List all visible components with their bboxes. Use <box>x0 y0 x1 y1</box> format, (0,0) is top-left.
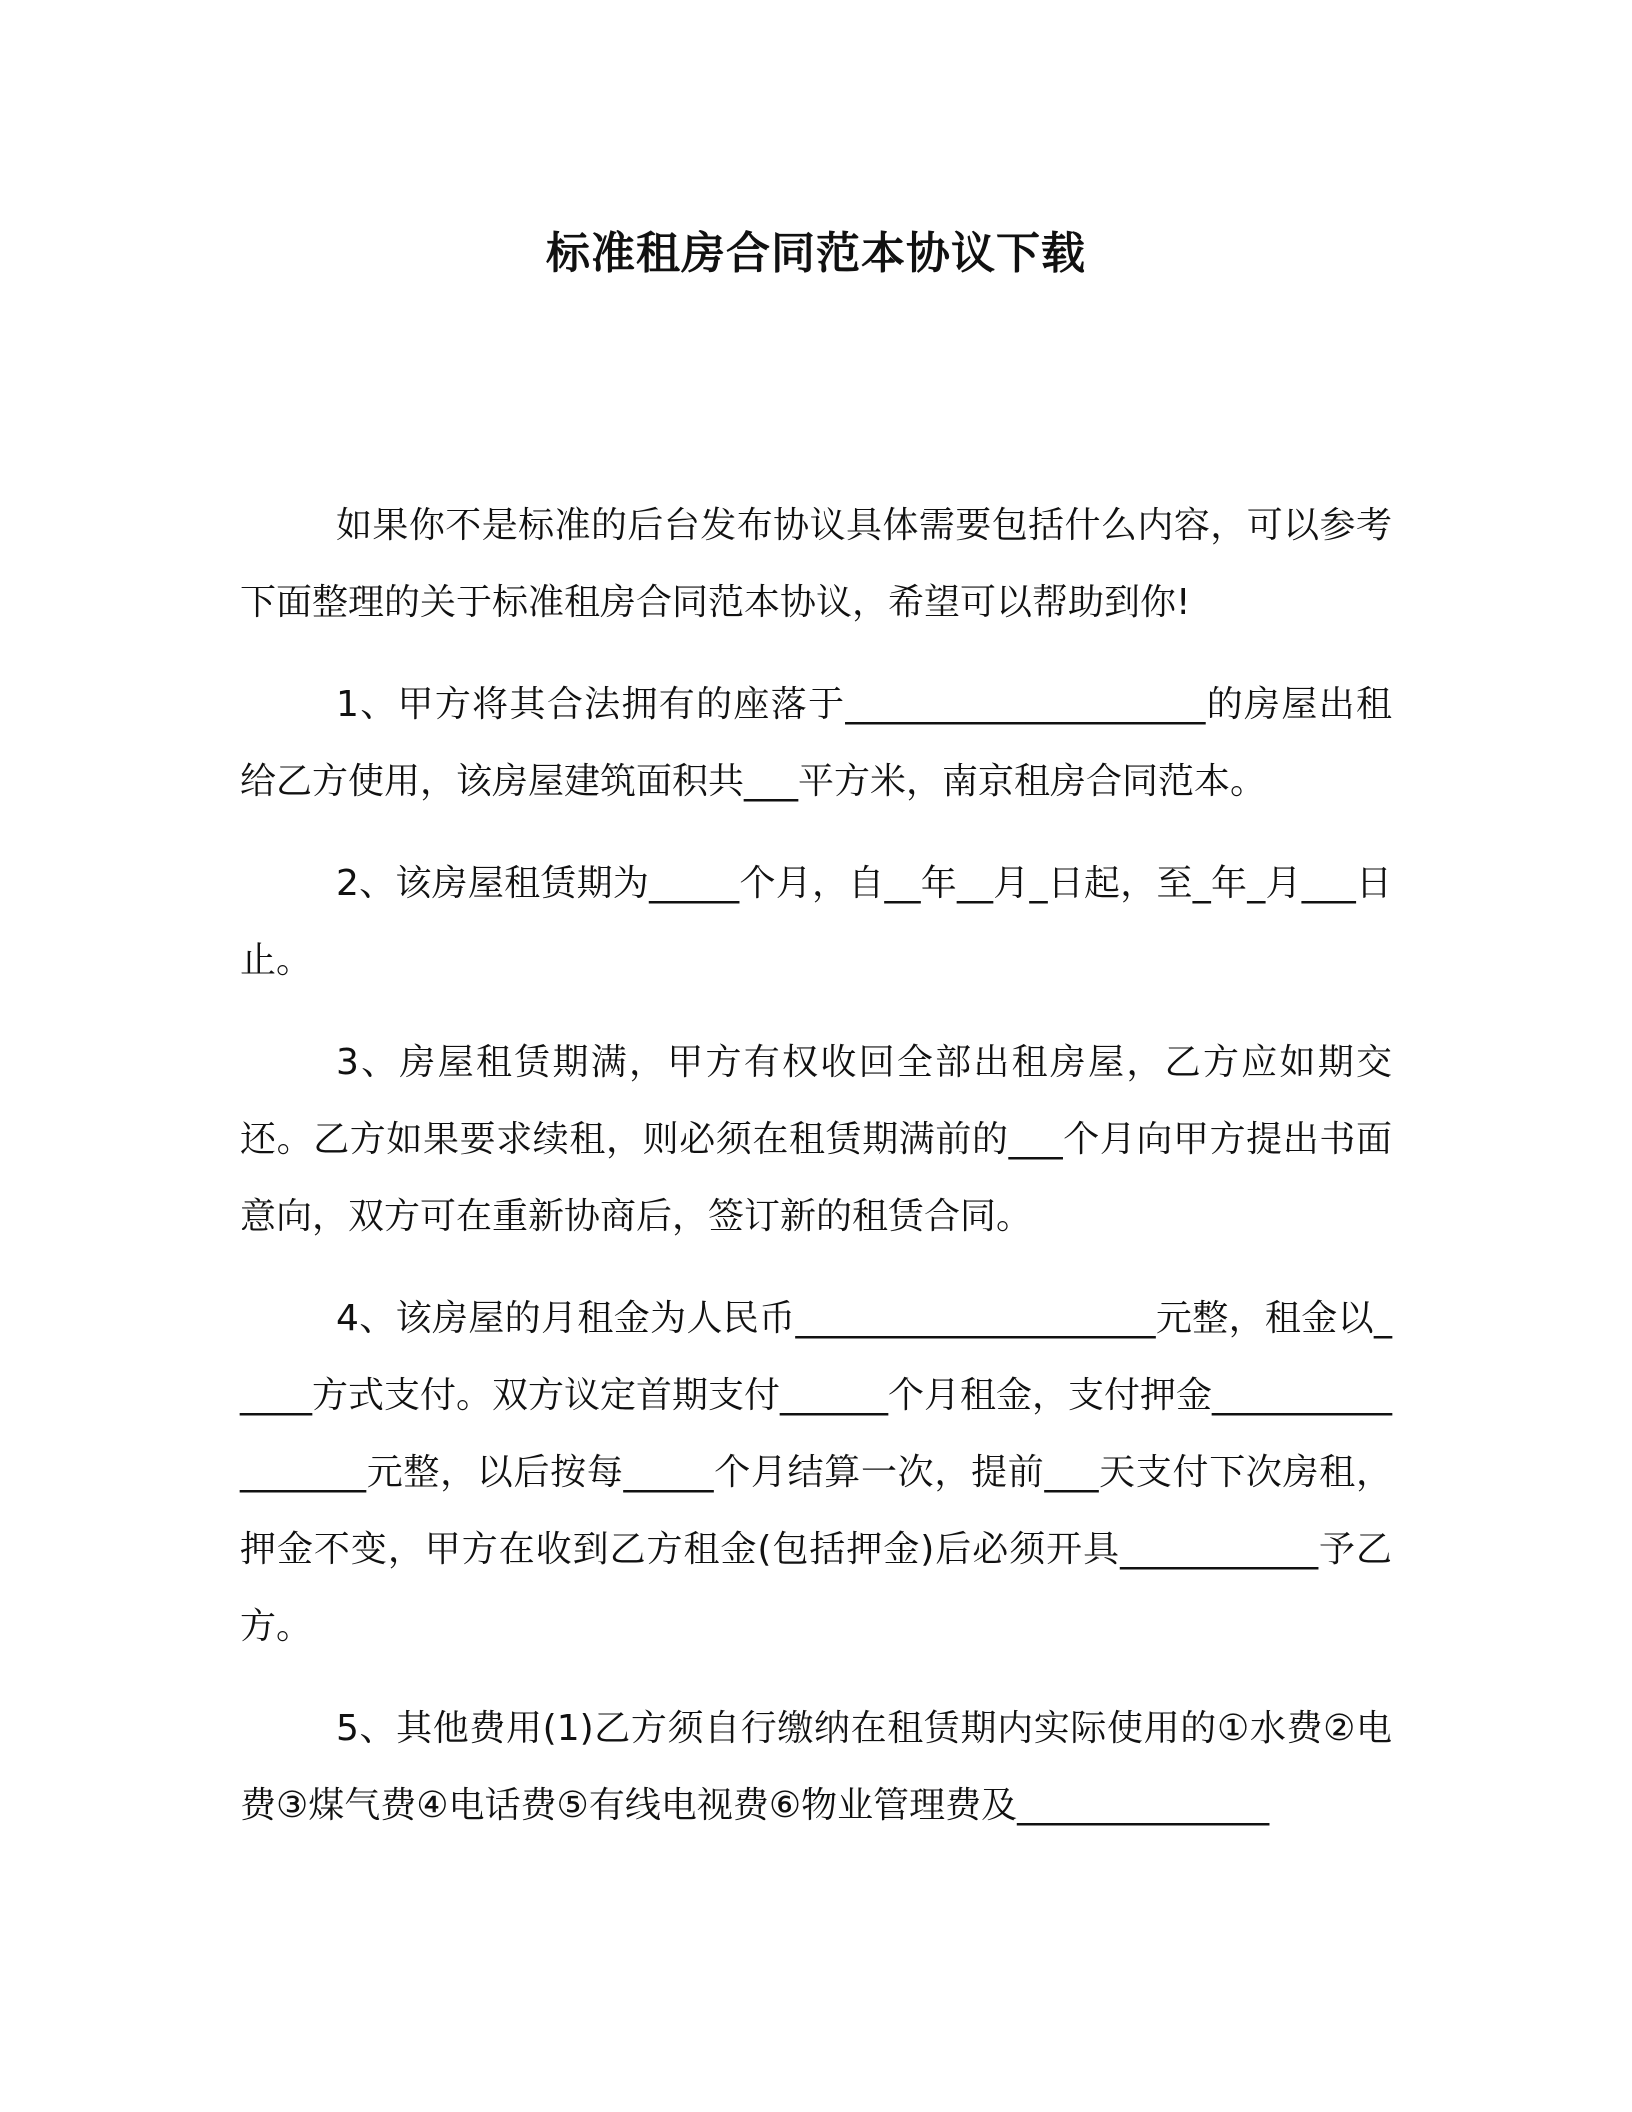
paragraph-clause-4: 4、该房屋的月租金为人民币____________________元整，租金以_____方式支付。双方议定首期支付______个月租金，支付押金_________________元整，以后按每_____个月结算一次，提前___天支付下次房租，押金不变，甲方在收到乙方租金(包括押金)后必须开具___________予乙方。 <box>240 1298 1393 1647</box>
document-body <box>240 487 1392 1869</box>
paragraph-intro: 如果你不是标准的后台发布协议具体需要包括什么内容，可以参考下面整理的关于标准租房合同范本协议，希望可以帮助到你! <box>240 505 1392 623</box>
paragraph-clause-3: 3、房屋租赁期满，甲方有权收回全部出租房屋，乙方应如期交还。乙方如果要求续租，则必须在租赁期满前的___个月向甲方提出书面意向，双方可在重新协商后，签订新的租赁合同。 <box>240 1042 1392 1237</box>
document-title: 标准租房合同范本协议下载 <box>546 228 1086 279</box>
paragraph-clause-2: 2、该房屋租赁期为_____个月，自__年__月_日起，至_年_月___日止。 <box>240 863 1392 981</box>
paragraph-clause-1: 1、甲方将其合法拥有的座落于____________________的房屋出租给乙方使用，该房屋建筑面积共___平方米，南京租房合同范本。 <box>240 684 1392 802</box>
paragraph-clause-5: 5、其他费用(1)乙方须自行缴纳在租赁期内实际使用的①水费②电费③煤气费④电话费⑤有线电视费⑥物业管理费及______________ <box>240 1708 1392 1826</box>
